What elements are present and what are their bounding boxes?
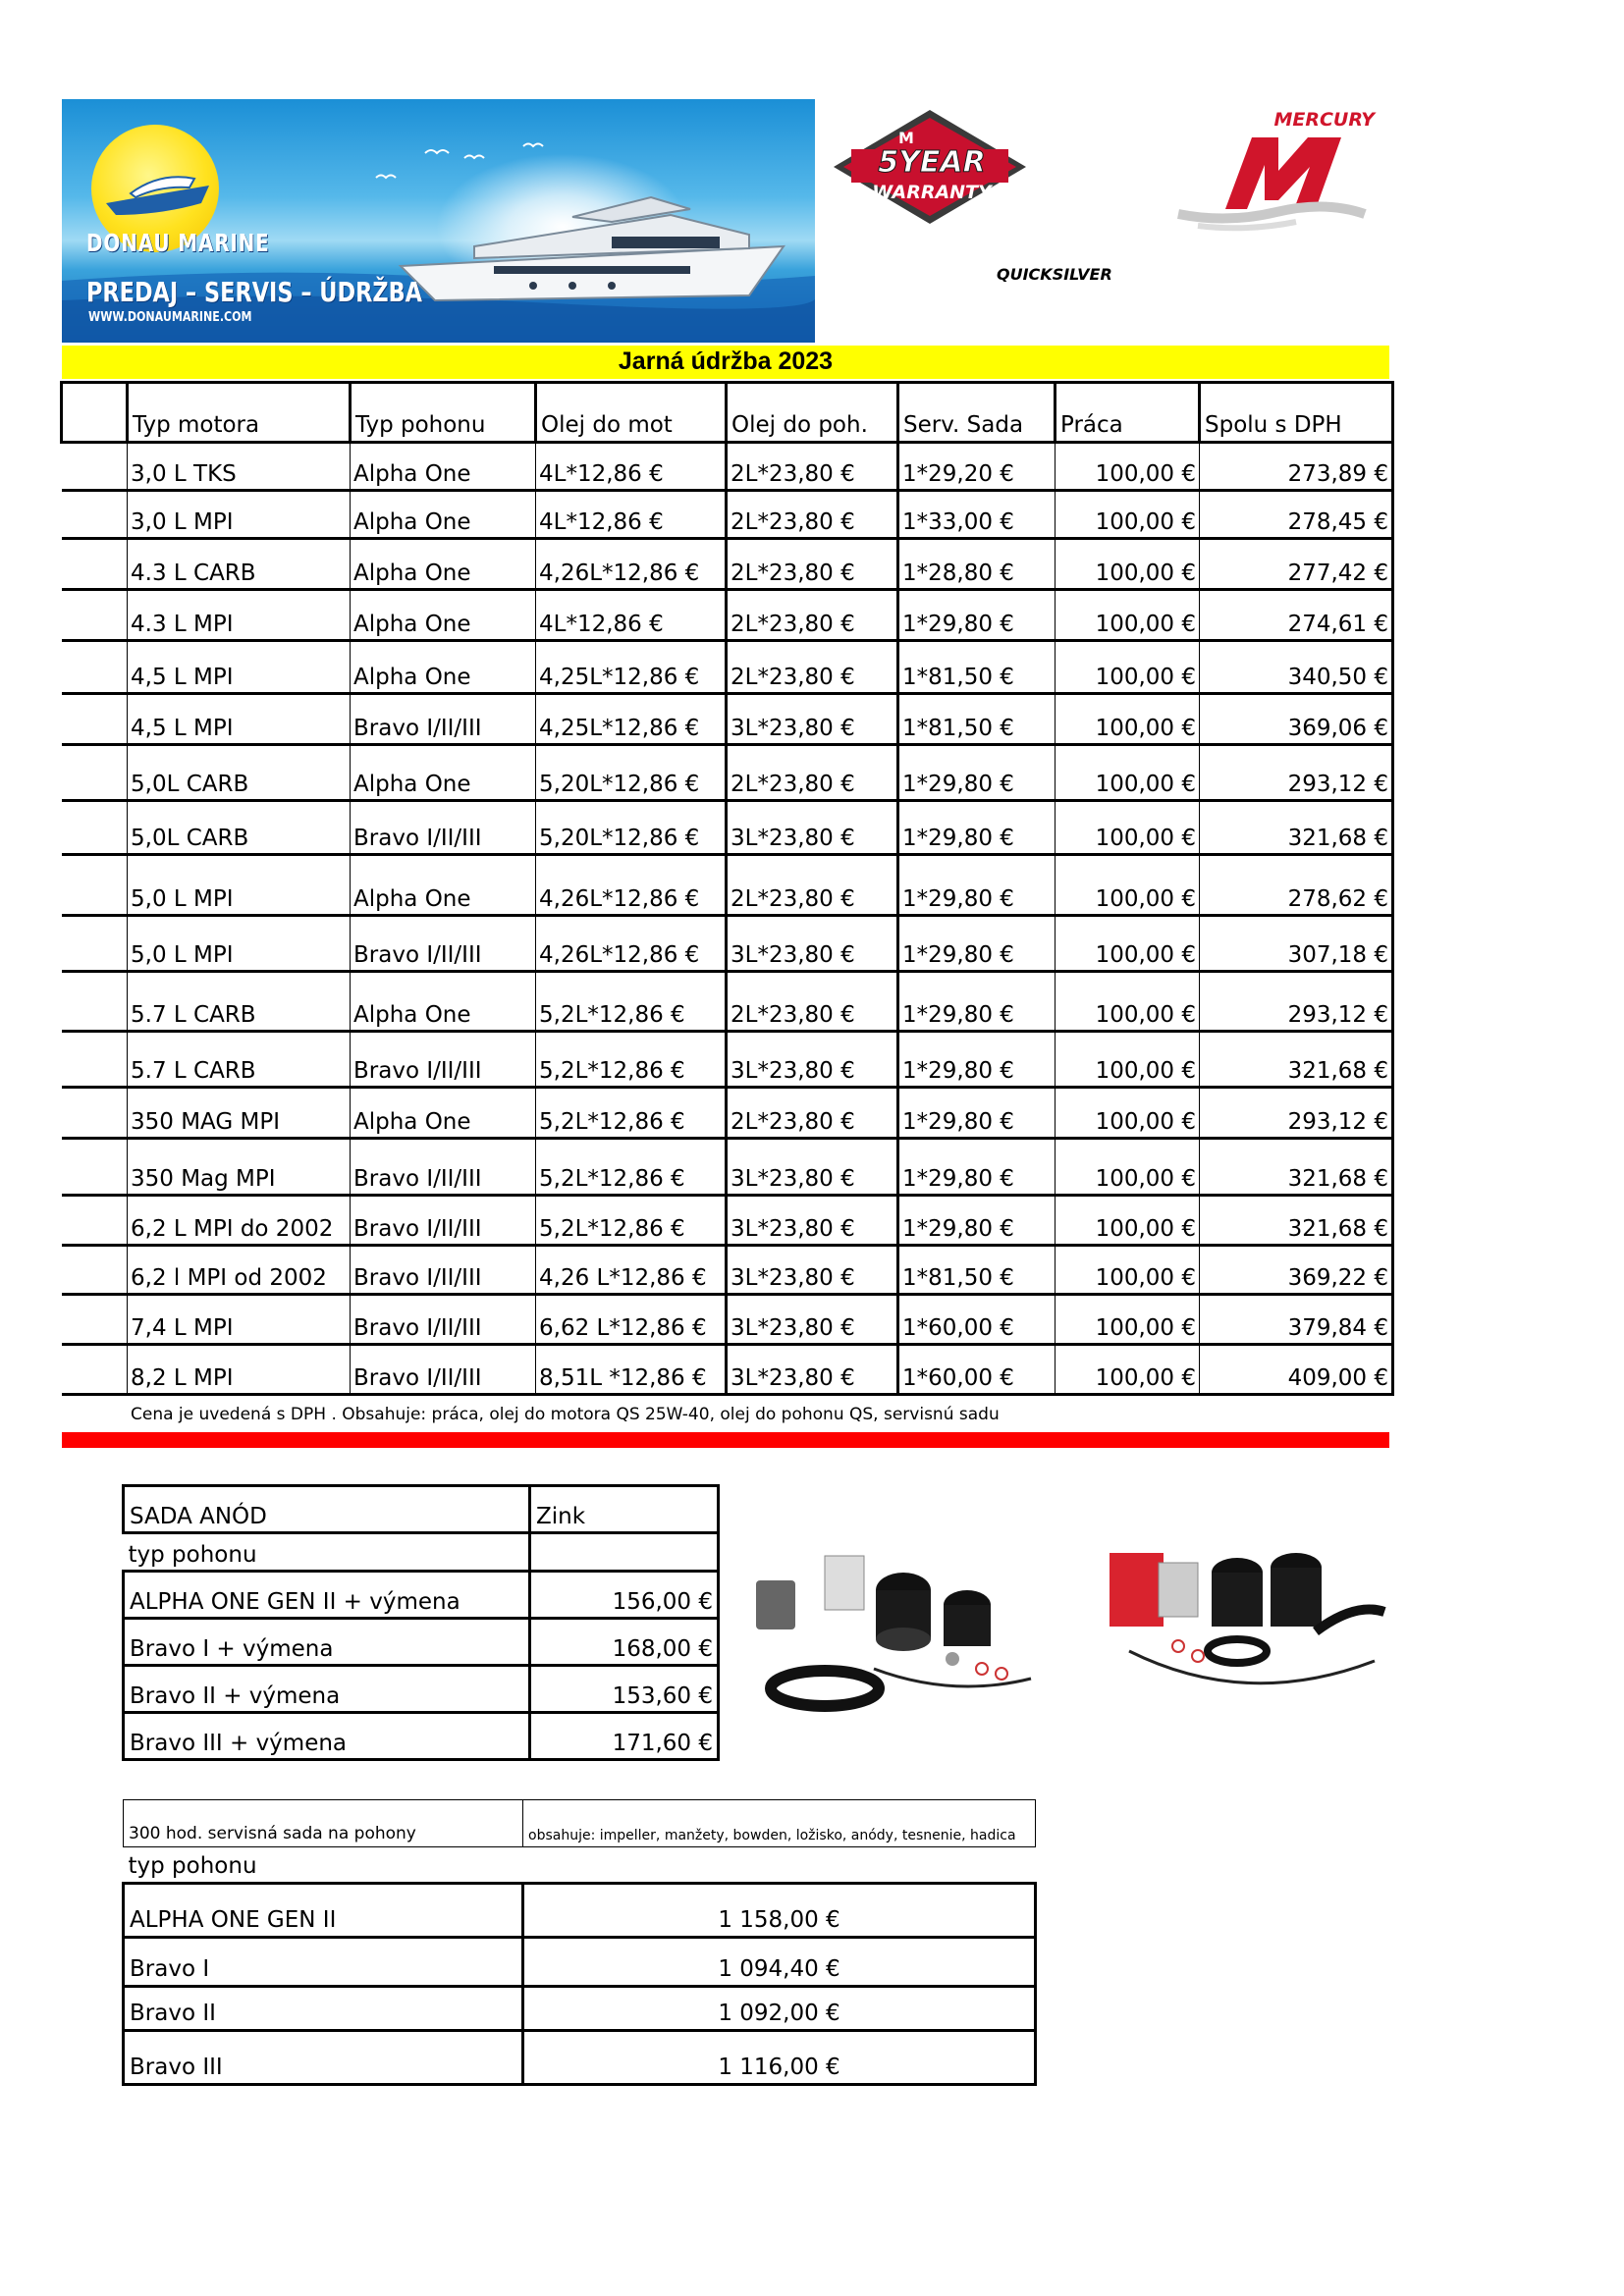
- anode-set-table: [122, 1484, 720, 1761]
- table-row: [62, 1139, 1393, 1196]
- anode-row: [124, 1713, 719, 1760]
- cell-drive-type: Bravo I/II/III: [351, 1139, 536, 1196]
- cell-engine-oil: 5,2L*12,86 €: [536, 1196, 727, 1246]
- cell-total-with-vat: 321,68 €: [1200, 1032, 1393, 1088]
- cell-service-kit: 1*29,80 €: [898, 855, 1056, 916]
- table-row: [62, 1032, 1393, 1088]
- price-note: Cena je uvedená s DPH . Obsahuje: práca, olej do motora QS 25W-40, olej do pohonu QS, servisnú sadu: [131, 1405, 1000, 1424]
- mercury-m-icon: [1168, 106, 1384, 234]
- cell-total-with-vat: 321,68 €: [1200, 1196, 1393, 1246]
- cell-service-kit: 1*81,50 €: [898, 694, 1056, 745]
- warranty-text-5year: 5YEAR: [878, 145, 986, 180]
- table-row: [62, 590, 1393, 641]
- cell-total-with-vat: 379,84 €: [1200, 1295, 1393, 1345]
- row-stub: [62, 1345, 128, 1395]
- table-row: [62, 491, 1393, 539]
- table-row: [62, 1088, 1393, 1139]
- table-row: [62, 1246, 1393, 1295]
- cell-engine-oil: 4L*12,86 €: [536, 443, 727, 491]
- cell-engine-type: 7,4 L MPI: [128, 1295, 351, 1345]
- cell-drive-oil: 3L*23,80 €: [727, 1032, 898, 1088]
- service-row: [124, 1938, 1036, 1987]
- cell-engine-oil: 8,51L *12,86 €: [536, 1345, 727, 1395]
- cell-service-kit: 1*29,80 €: [898, 1032, 1056, 1088]
- table-row: [62, 1295, 1393, 1345]
- cell-drive-oil: 3L*23,80 €: [727, 1196, 898, 1246]
- cell-drive-type: Alpha One: [351, 590, 536, 641]
- row-stub: [62, 694, 128, 745]
- service-drive-type: ALPHA ONE GEN II: [124, 1884, 523, 1938]
- anode-material: Zink: [530, 1486, 719, 1533]
- row-stub: [62, 916, 128, 972]
- service-kit-photo-1: [756, 1551, 1041, 1718]
- table-row: [62, 972, 1393, 1032]
- cell-drive-oil: 2L*23,80 €: [727, 491, 898, 539]
- header-drive-oil: Olej do poh.: [727, 383, 898, 443]
- cell-drive-type: Bravo I/II/III: [351, 1246, 536, 1295]
- cell-engine-oil: 4,25L*12,86 €: [536, 641, 727, 694]
- anode-table-body: [124, 1572, 719, 1760]
- cell-drive-type: Bravo I/II/III: [351, 694, 536, 745]
- cell-engine-type: 3,0 L MPI: [128, 491, 351, 539]
- service-price: 1 092,00 €: [523, 1987, 1036, 2031]
- cell-engine-type: 350 MAG MPI: [128, 1088, 351, 1139]
- anode-drive-type: Bravo I + výmena: [124, 1619, 530, 1666]
- cell-drive-type: Alpha One: [351, 855, 536, 916]
- cell-total-with-vat: 307,18 €: [1200, 916, 1393, 972]
- cell-drive-oil: 3L*23,80 €: [727, 801, 898, 855]
- table-row: [62, 1345, 1393, 1395]
- cell-drive-oil: 2L*23,80 €: [727, 972, 898, 1032]
- cell-engine-type: 5,0L CARB: [128, 745, 351, 801]
- anode-subheader: typ pohonu: [124, 1533, 530, 1572]
- brand-tagline: PREDAJ – SERVIS – ÚDRŽBA: [86, 276, 422, 308]
- cell-total-with-vat: 369,06 €: [1200, 694, 1393, 745]
- cell-engine-oil: 5,20L*12,86 €: [536, 801, 727, 855]
- table-body: [62, 443, 1393, 1395]
- cell-drive-type: Bravo I/II/III: [351, 1032, 536, 1088]
- cell-drive-oil: 3L*23,80 €: [727, 1345, 898, 1395]
- anode-drive-type: Bravo III + výmena: [124, 1713, 530, 1760]
- cell-service-kit: 1*81,50 €: [898, 1246, 1056, 1295]
- cell-total-with-vat: 277,42 €: [1200, 539, 1393, 590]
- cell-service-kit: 1*29,80 €: [898, 745, 1056, 801]
- anode-header-row: [124, 1486, 719, 1533]
- cell-engine-oil: 6,62 L*12,86 €: [536, 1295, 727, 1345]
- table-row: [62, 801, 1393, 855]
- service-drive-type: Bravo III: [124, 2031, 523, 2085]
- cell-labor: 100,00 €: [1056, 972, 1200, 1032]
- maintenance-price-table: [60, 381, 1394, 1396]
- cell-drive-oil: 2L*23,80 €: [727, 539, 898, 590]
- cell-service-kit: 1*29,80 €: [898, 972, 1056, 1032]
- cell-engine-oil: 5,2L*12,86 €: [536, 1088, 727, 1139]
- service-set-table: [122, 1799, 1037, 2086]
- anode-drive-type: Bravo II + výmena: [124, 1666, 530, 1713]
- anode-price: 156,00 €: [530, 1572, 719, 1619]
- cell-engine-type: 5,0L CARB: [128, 801, 351, 855]
- header-engine-type: Typ motora: [128, 383, 351, 443]
- cell-service-kit: 1*33,00 €: [898, 491, 1056, 539]
- row-stub: [62, 1139, 128, 1196]
- cell-labor: 100,00 €: [1056, 590, 1200, 641]
- table-row: [62, 694, 1393, 745]
- cell-engine-oil: 4L*12,86 €: [536, 590, 727, 641]
- cell-engine-type: 4,5 L MPI: [128, 641, 351, 694]
- row-stub: [62, 801, 128, 855]
- anode-title: SADA ANÓD: [124, 1486, 530, 1533]
- cell-total-with-vat: 274,61 €: [1200, 590, 1393, 641]
- cell-drive-type: Alpha One: [351, 641, 536, 694]
- service-drive-type: Bravo II: [124, 1987, 523, 2031]
- cell-drive-oil: 3L*23,80 €: [727, 694, 898, 745]
- anode-row: [124, 1619, 719, 1666]
- cell-total-with-vat: 369,22 €: [1200, 1246, 1393, 1295]
- row-stub: [62, 1032, 128, 1088]
- service-subheader: typ pohonu: [124, 1847, 523, 1884]
- service-subheader-row: [124, 1847, 1036, 1884]
- row-stub: [62, 1295, 128, 1345]
- cell-engine-type: 8,2 L MPI: [128, 1345, 351, 1395]
- cell-drive-type: Bravo I/II/III: [351, 1345, 536, 1395]
- cell-labor: 100,00 €: [1056, 916, 1200, 972]
- cell-engine-type: 5,0 L MPI: [128, 916, 351, 972]
- cell-labor: 100,00 €: [1056, 694, 1200, 745]
- header-total-with-vat: Spolu s DPH: [1200, 383, 1393, 443]
- table-row: [62, 539, 1393, 590]
- cell-drive-type: Alpha One: [351, 745, 536, 801]
- cell-labor: 100,00 €: [1056, 1032, 1200, 1088]
- anode-subheader-empty: [530, 1533, 719, 1572]
- red-divider: [62, 1432, 1389, 1448]
- quicksilver-logo: QUICKSILVER: [997, 265, 1112, 284]
- cell-labor: 100,00 €: [1056, 1139, 1200, 1196]
- cell-labor: 100,00 €: [1056, 745, 1200, 801]
- cell-labor: 100,00 €: [1056, 539, 1200, 590]
- service-row: [124, 2031, 1036, 2085]
- cell-engine-oil: 4,26L*12,86 €: [536, 916, 727, 972]
- cell-labor: 100,00 €: [1056, 443, 1200, 491]
- mercury-logo: [1168, 106, 1384, 234]
- header-service-kit: Serv. Sada: [898, 383, 1056, 443]
- service-drive-type: Bravo I: [124, 1938, 523, 1987]
- table-row: [62, 641, 1393, 694]
- cell-drive-type: Alpha One: [351, 443, 536, 491]
- cell-service-kit: 1*28,80 €: [898, 539, 1056, 590]
- anode-price: 168,00 €: [530, 1619, 719, 1666]
- anode-subheader-row: [124, 1533, 719, 1572]
- cell-labor: 100,00 €: [1056, 641, 1200, 694]
- cell-service-kit: 1*29,80 €: [898, 1088, 1056, 1139]
- cell-total-with-vat: 293,12 €: [1200, 1088, 1393, 1139]
- cell-drive-type: Alpha One: [351, 491, 536, 539]
- cell-drive-type: Alpha One: [351, 1088, 536, 1139]
- cell-drive-oil: 2L*23,80 €: [727, 1088, 898, 1139]
- service-header-row: [124, 1800, 1036, 1847]
- cell-engine-oil: 5,2L*12,86 €: [536, 1032, 727, 1088]
- page-title: Jarná údržba 2023: [618, 347, 834, 375]
- cell-engine-oil: 4,26L*12,86 €: [536, 855, 727, 916]
- cell-drive-oil: 2L*23,80 €: [727, 443, 898, 491]
- brand-website: WWW.DONAUMARINE.COM: [88, 310, 252, 325]
- service-kit-photo-2: [1100, 1543, 1394, 1720]
- service-price: 1 094,40 €: [523, 1938, 1036, 1987]
- cell-engine-type: 5,0 L MPI: [128, 855, 351, 916]
- cell-engine-oil: 4,26L*12,86 €: [536, 539, 727, 590]
- warranty-badge-icon: [830, 108, 1031, 226]
- cell-service-kit: 1*29,80 €: [898, 590, 1056, 641]
- cell-drive-oil: 2L*23,80 €: [727, 745, 898, 801]
- cell-drive-oil: 3L*23,80 €: [727, 1139, 898, 1196]
- table-row: [62, 855, 1393, 916]
- row-stub: [62, 590, 128, 641]
- service-table-body: [124, 1884, 1036, 2085]
- cell-service-kit: 1*29,80 €: [898, 1196, 1056, 1246]
- cell-total-with-vat: 273,89 €: [1200, 443, 1393, 491]
- cell-total-with-vat: 321,68 €: [1200, 801, 1393, 855]
- title-bar: [62, 346, 1389, 379]
- cell-engine-type: 6,2 l MPI od 2002: [128, 1246, 351, 1295]
- table-row: [62, 1196, 1393, 1246]
- cell-drive-oil: 3L*23,80 €: [727, 1295, 898, 1345]
- service-row: [124, 1884, 1036, 1938]
- row-stub: [62, 443, 128, 491]
- cell-service-kit: 1*29,80 €: [898, 916, 1056, 972]
- cell-engine-oil: 5,2L*12,86 €: [536, 972, 727, 1032]
- service-set-contents: obsahuje: impeller, manžety, bowden, ložisko, anódy, tesnenie, hadica: [523, 1800, 1036, 1847]
- cell-engine-type: 4.3 L MPI: [128, 590, 351, 641]
- table-row: [62, 745, 1393, 801]
- cell-engine-type: 350 Mag MPI: [128, 1139, 351, 1196]
- cell-engine-oil: 5,20L*12,86 €: [536, 745, 727, 801]
- cell-labor: 100,00 €: [1056, 855, 1200, 916]
- mercury-wordmark: MERCURY: [1273, 109, 1375, 131]
- row-stub: [62, 745, 128, 801]
- cell-total-with-vat: 409,00 €: [1200, 1345, 1393, 1395]
- cell-engine-oil: 4,25L*12,86 €: [536, 694, 727, 745]
- cell-engine-type: 6,2 L MPI do 2002: [128, 1196, 351, 1246]
- brand-name: DONAU MARINE: [86, 229, 270, 257]
- cell-engine-type: 5.7 L CARB: [128, 1032, 351, 1088]
- cell-labor: 100,00 €: [1056, 1295, 1200, 1345]
- cell-drive-type: Alpha One: [351, 972, 536, 1032]
- header-drive-type: Typ pohonu: [351, 383, 536, 443]
- cell-service-kit: 1*60,00 €: [898, 1345, 1056, 1395]
- anode-price: 153,60 €: [530, 1666, 719, 1713]
- header-labor: Práca: [1056, 383, 1200, 443]
- cell-drive-type: Bravo I/II/III: [351, 801, 536, 855]
- row-stub: [62, 1246, 128, 1295]
- table-header-row: [62, 383, 1393, 443]
- row-stub: [62, 539, 128, 590]
- warranty-badge: [830, 108, 1031, 226]
- service-price: 1 158,00 €: [523, 1884, 1036, 1938]
- cell-drive-oil: 2L*23,80 €: [727, 590, 898, 641]
- cell-engine-type: 4.3 L CARB: [128, 539, 351, 590]
- cell-total-with-vat: 340,50 €: [1200, 641, 1393, 694]
- cell-total-with-vat: 293,12 €: [1200, 972, 1393, 1032]
- cell-drive-type: Alpha One: [351, 539, 536, 590]
- cell-total-with-vat: 278,62 €: [1200, 855, 1393, 916]
- svg-text:M: M: [898, 129, 914, 147]
- anode-price: 171,60 €: [530, 1713, 719, 1760]
- service-price: 1 116,00 €: [523, 2031, 1036, 2085]
- cell-total-with-vat: 321,68 €: [1200, 1139, 1393, 1196]
- cell-engine-type: 4,5 L MPI: [128, 694, 351, 745]
- row-stub: [62, 1088, 128, 1139]
- cell-service-kit: 1*29,20 €: [898, 443, 1056, 491]
- anode-drive-type: ALPHA ONE GEN II + výmena: [124, 1572, 530, 1619]
- cell-total-with-vat: 278,45 €: [1200, 491, 1393, 539]
- cell-total-with-vat: 293,12 €: [1200, 745, 1393, 801]
- service-kit-image-2: [1100, 1543, 1394, 1720]
- cell-drive-oil: 3L*23,80 €: [727, 1246, 898, 1295]
- cell-service-kit: 1*81,50 €: [898, 641, 1056, 694]
- cell-drive-oil: 3L*23,80 €: [727, 916, 898, 972]
- cell-labor: 100,00 €: [1056, 1246, 1200, 1295]
- cell-labor: 100,00 €: [1056, 801, 1200, 855]
- cell-service-kit: 1*60,00 €: [898, 1295, 1056, 1345]
- row-stub: [62, 855, 128, 916]
- table-header-stub: [62, 383, 128, 443]
- table-row: [62, 443, 1393, 491]
- cell-engine-oil: 5,2L*12,86 €: [536, 1139, 727, 1196]
- service-kit-image: [756, 1551, 1041, 1718]
- row-stub: [62, 1196, 128, 1246]
- row-stub: [62, 641, 128, 694]
- cell-drive-type: Bravo I/II/III: [351, 1196, 536, 1246]
- cell-service-kit: 1*29,80 €: [898, 801, 1056, 855]
- cell-labor: 100,00 €: [1056, 1196, 1200, 1246]
- cell-drive-oil: 2L*23,80 €: [727, 855, 898, 916]
- anode-row: [124, 1666, 719, 1713]
- cell-drive-type: Bravo I/II/III: [351, 916, 536, 972]
- cell-labor: 100,00 €: [1056, 1345, 1200, 1395]
- warranty-text: WARRANTY: [872, 182, 992, 203]
- cell-engine-type: 3,0 L TKS: [128, 443, 351, 491]
- cell-engine-oil: 4,26 L*12,86 €: [536, 1246, 727, 1295]
- cell-engine-oil: 4L*12,86 €: [536, 491, 727, 539]
- cell-service-kit: 1*29,80 €: [898, 1139, 1056, 1196]
- yacht-icon: [401, 197, 784, 300]
- service-set-title: 300 hod. servisná sada na pohony: [124, 1800, 523, 1847]
- donau-marine-banner: [62, 99, 815, 343]
- anode-row: [124, 1572, 719, 1619]
- cell-engine-type: 5.7 L CARB: [128, 972, 351, 1032]
- cell-drive-oil: 2L*23,80 €: [727, 641, 898, 694]
- header-engine-oil: Olej do mot: [536, 383, 727, 443]
- row-stub: [62, 491, 128, 539]
- cell-labor: 100,00 €: [1056, 1088, 1200, 1139]
- table-row: [62, 916, 1393, 972]
- service-subheader-empty: [523, 1847, 1036, 1884]
- cell-drive-type: Bravo I/II/III: [351, 1295, 536, 1345]
- service-row: [124, 1987, 1036, 2031]
- row-stub: [62, 972, 128, 1032]
- cell-labor: 100,00 €: [1056, 491, 1200, 539]
